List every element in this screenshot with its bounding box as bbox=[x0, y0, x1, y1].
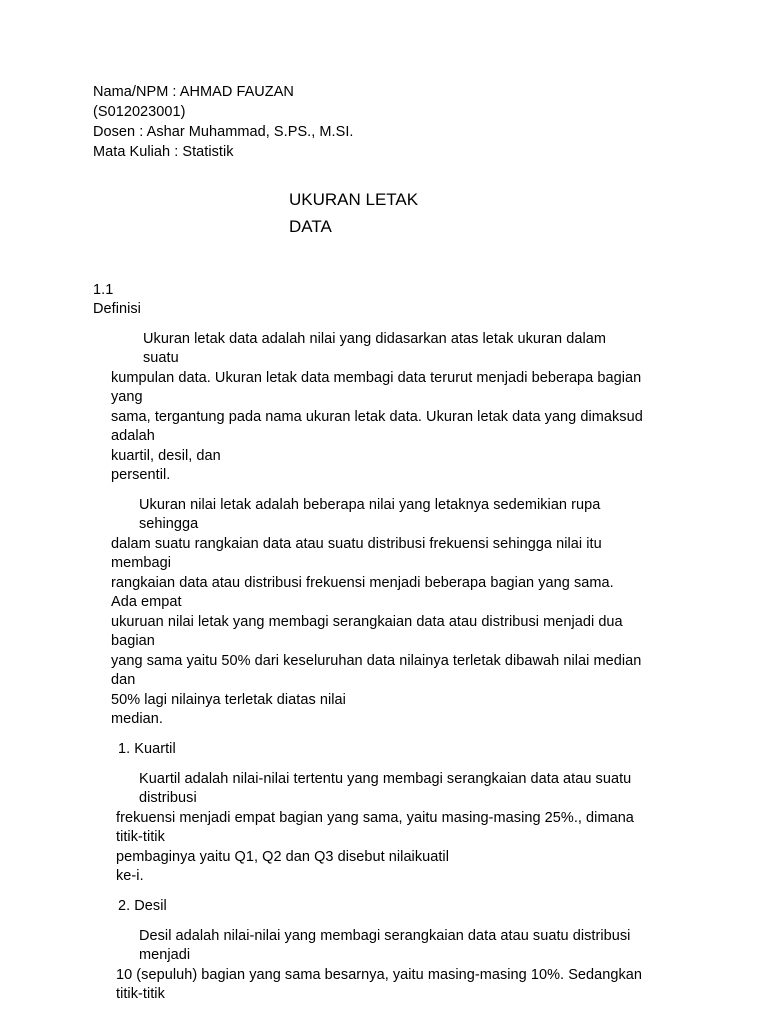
paragraph-1-line: kumpulan data. Ukuran letak data membagi data terurut menjadi beberapa bagian bbox=[111, 370, 642, 386]
paragraph-2-line: yang sama yaitu 50% dari keseluruhan data nilainya terletak dibawah nilai median bbox=[111, 653, 642, 669]
kuartil-heading: 1. Kuartil bbox=[118, 741, 176, 757]
document-title-line-2: DATA bbox=[289, 217, 332, 236]
section-number: 1.1 bbox=[93, 282, 114, 298]
paragraph-1-line: kuartil, desil, dan bbox=[111, 448, 221, 464]
paragraph-2-line: dan bbox=[111, 672, 136, 688]
paragraph-2-line: dalam suatu rangkaian data atau suatu distribusi frekuensi sehingga nilai itu bbox=[111, 536, 602, 552]
desil-heading: 2. Desil bbox=[118, 898, 167, 914]
paragraph-1-line: yang bbox=[111, 389, 143, 405]
kuartil-line: frekuensi menjadi empat bagian yang sama, yaitu masing-masing 25%., dimana bbox=[116, 810, 634, 826]
course-name: Mata Kuliah : Statistik bbox=[93, 144, 234, 160]
kuartil-line: ke-i. bbox=[116, 868, 144, 884]
paragraph-1-line: sama, tergantung pada nama ukuran letak data. Ukuran letak data yang dimaksud bbox=[111, 409, 643, 425]
paragraph-1-line: adalah bbox=[111, 428, 155, 444]
student-npm-number: (S012023001) bbox=[93, 104, 186, 120]
paragraph-2-line: 50% lagi nilainya terletak diatas nilai bbox=[111, 692, 346, 708]
paragraph-2-line: rangkaian data atau distribusi frekuensi menjadi beberapa bagian yang sama. bbox=[111, 575, 614, 591]
paragraph-2-line: bagian bbox=[111, 633, 155, 649]
paragraph-2-line: sehingga bbox=[139, 516, 199, 532]
paragraph-2-line: membagi bbox=[111, 555, 171, 571]
desil-line: Desil adalah nilai-nilai yang membagi serangkaian data atau suatu distribusi bbox=[139, 928, 631, 944]
student-name-npm: Nama/NPM : AHMAD FAUZAN bbox=[93, 84, 294, 100]
desil-line: menjadi bbox=[139, 947, 191, 963]
kuartil-line: titik-titik bbox=[116, 829, 165, 845]
kuartil-line: distribusi bbox=[139, 790, 197, 806]
paragraph-2-line: Ada empat bbox=[111, 594, 182, 610]
section-heading: Definisi bbox=[93, 301, 141, 317]
paragraph-1-line: Ukuran letak data adalah nilai yang didasarkan atas letak ukuran dalam bbox=[143, 331, 606, 347]
paragraph-2-line: Ukuran nilai letak adalah beberapa nilai yang letaknya sedemikian rupa bbox=[139, 497, 601, 513]
lecturer-name: Dosen : Ashar Muhammad, S.PS., M.SI. bbox=[93, 124, 354, 140]
kuartil-line: Kuartil adalah nilai-nilai tertentu yang membagi serangkaian data atau suatu bbox=[139, 771, 632, 787]
desil-line: titik-titik bbox=[116, 986, 165, 1002]
kuartil-line: pembaginya yaitu Q1, Q2 dan Q3 disebut nilaikuatil bbox=[116, 849, 449, 865]
paragraph-1-line: persentil. bbox=[111, 467, 171, 483]
document-title-line-1: UKURAN LETAK bbox=[289, 190, 419, 209]
desil-line: 10 (sepuluh) bagian yang sama besarnya, yaitu masing-masing 10%. Sedangkan bbox=[116, 967, 643, 983]
paragraph-1-line: suatu bbox=[143, 350, 179, 366]
paragraph-2-line: median. bbox=[111, 711, 163, 727]
paragraph-2-line: ukuruan nilai letak yang membagi serangkaian data atau distribusi menjadi dua bbox=[111, 614, 623, 630]
